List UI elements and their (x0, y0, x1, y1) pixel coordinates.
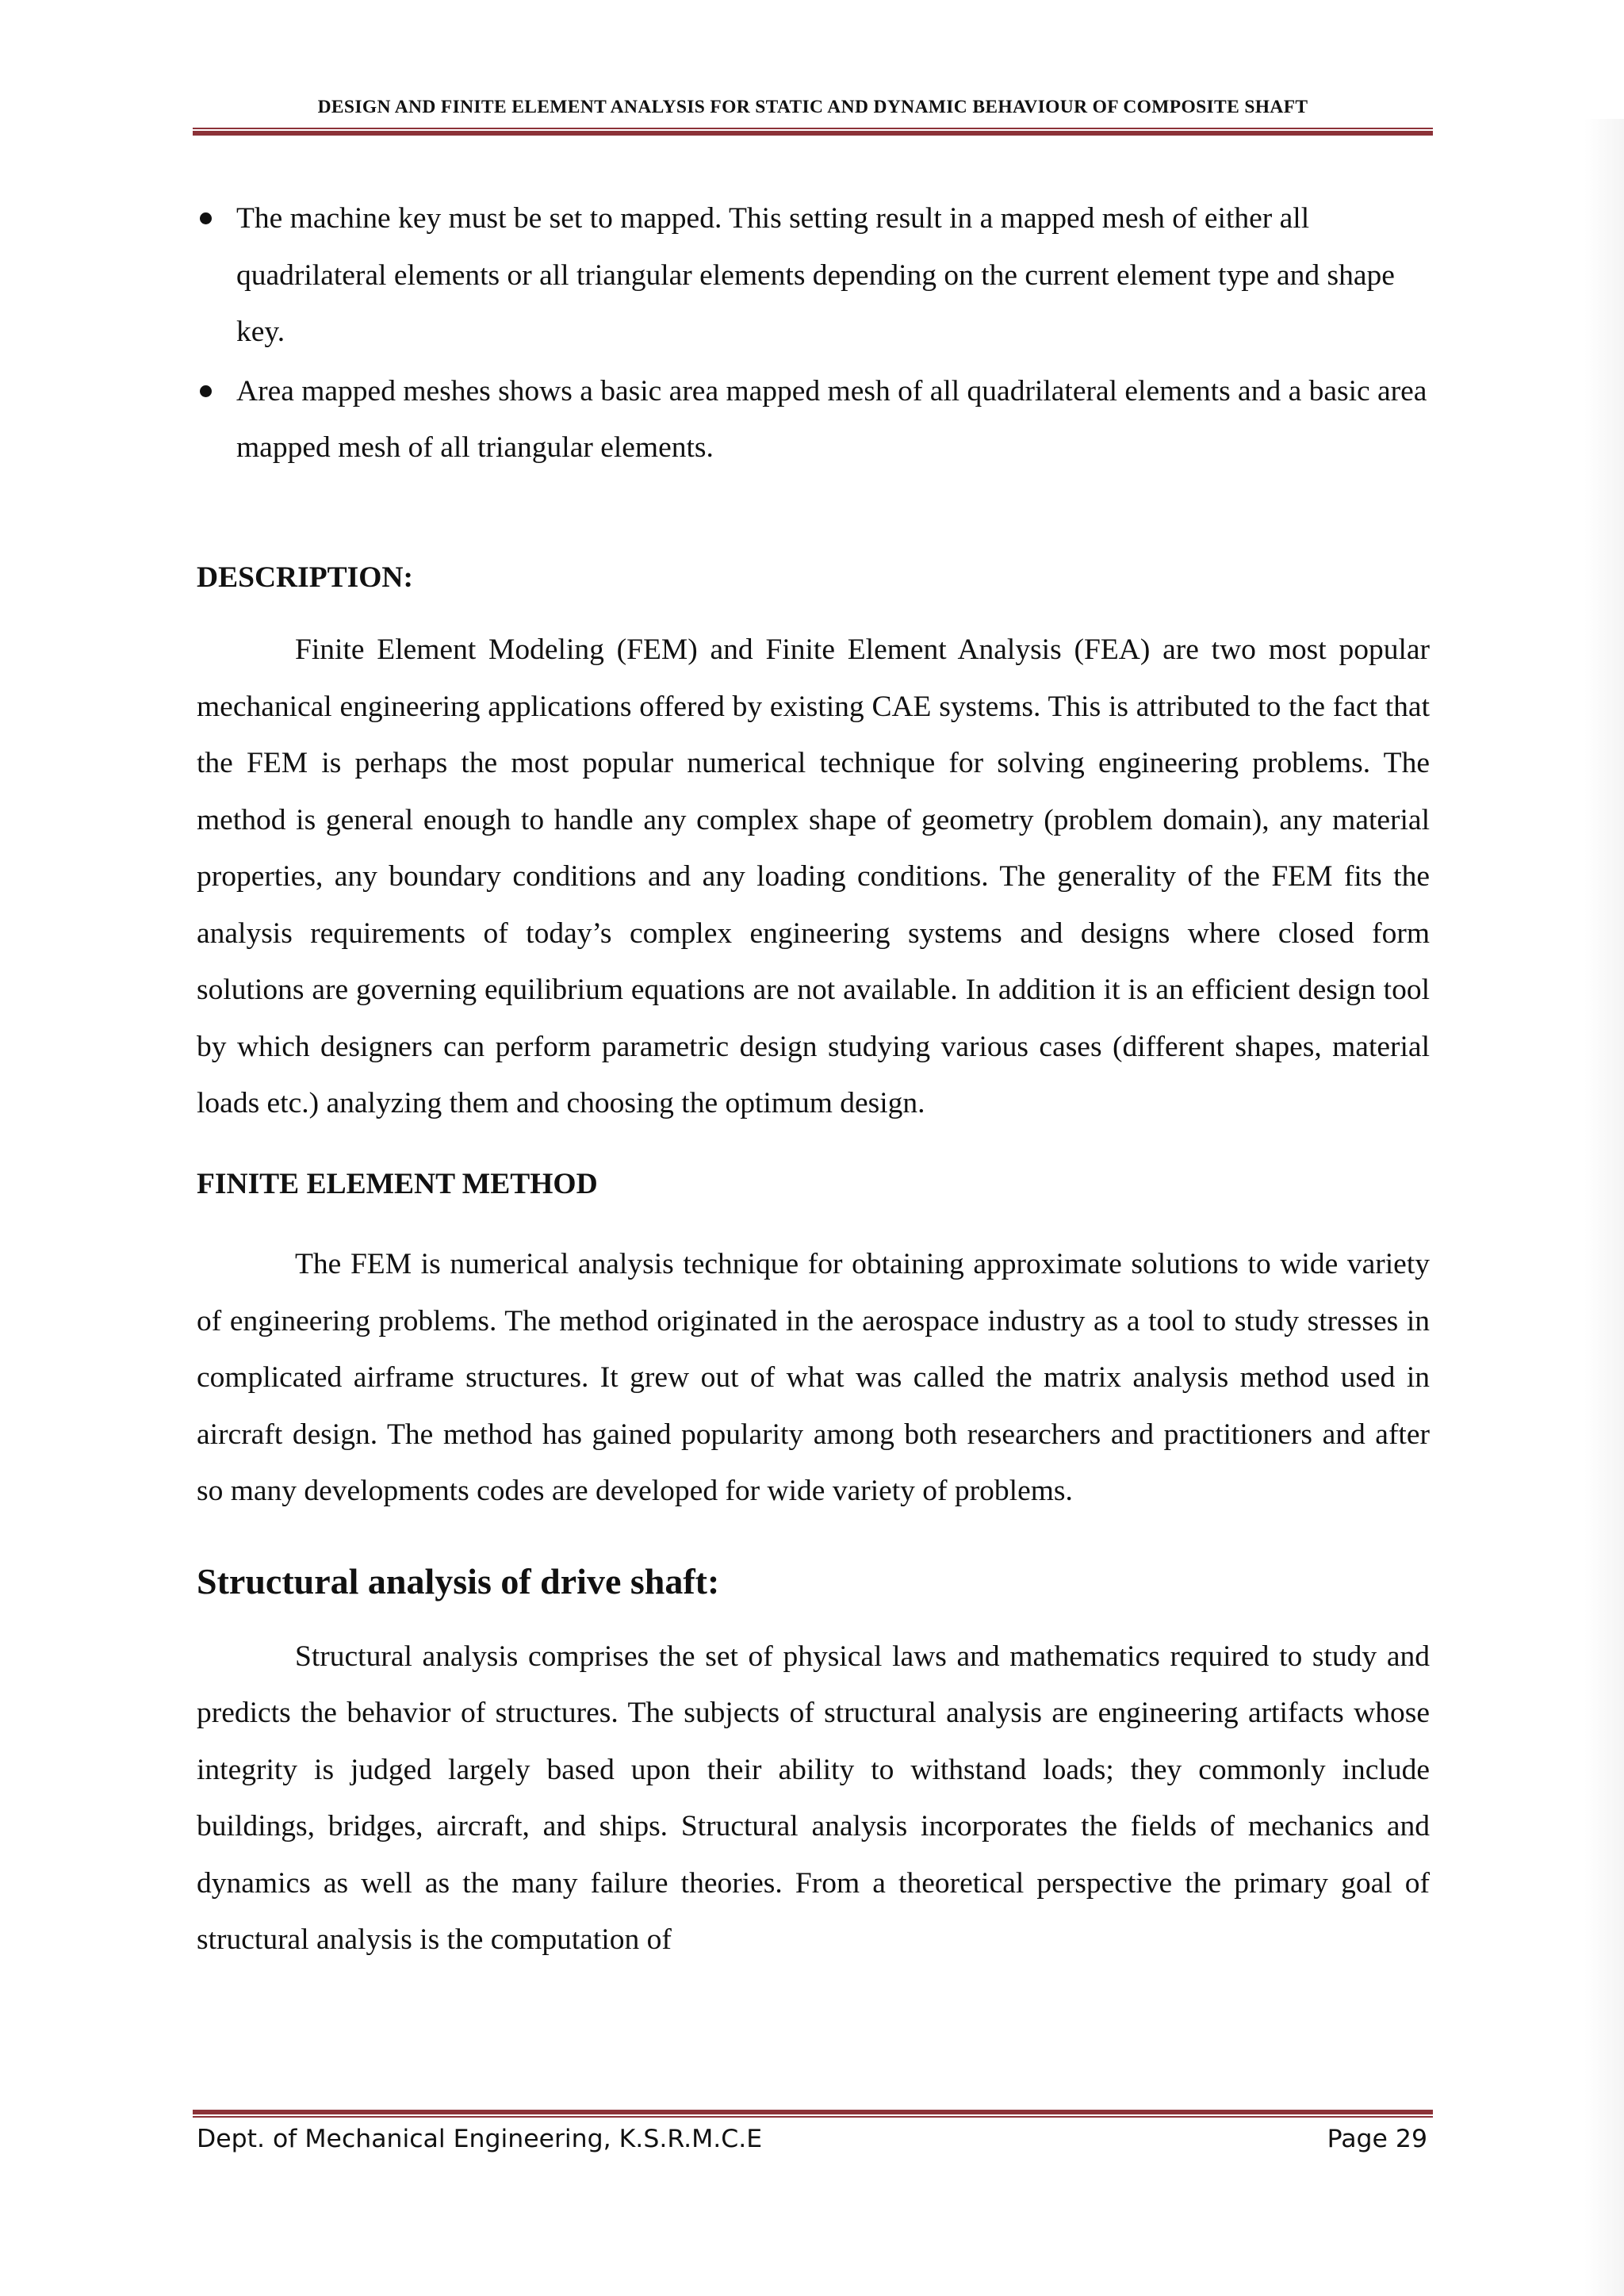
fem-heading: FINITE ELEMENT METHOD (197, 1167, 598, 1200)
fem-paragraph: The FEM is numerical analysis technique for obtaining approximate solutions to wide variety of engineering problems. The method originated in the aerospace industry as a tool to study stresses in complicated airframe structures. It grew out of what was called the matrix analysis method used in aircraft design. The method has gained popularity among both researchers and practitioners and after so many developments codes are developed for wide variety of problems. (197, 1248, 1430, 1507)
list-item (197, 190, 1430, 361)
running-header: DESIGN AND FINITE ELEMENT ANALYSIS FOR STATIC AND DYNAMIC BEHAVIOUR OF COMPOSITE SHAFT (317, 97, 1308, 117)
description-heading: DESCRIPTION: (197, 561, 413, 594)
description-paragraph: Finite Element Modeling (FEM) and Finite Element Analysis (FEA) are two most popular mechanical engineering applications offered by existing CAE systems. This is attributed to the fact that the FEM is perhaps the most popular numerical technique for solving engineering problems. The method is general enough to handle any complex shape of geometry (problem domain), any material properties, any boundary conditions and any loading conditions. The generality of the FEM fits the analysis requirements of today’s complex engineering systems and designs where closed form solutions are governing equilibrium equations are not available. In addition it is an efficient design tool by which designers can perform parametric design studying various cases (different shapes, material loads etc.) analyzing them and choosing the optimum design. (197, 633, 1430, 1119)
page-edge-shadow (1584, 119, 1624, 2296)
bullet-text: Area mapped meshes shows a basic area mapped mesh of all quadrilateral elements and a basic area mapped mesh of all triangular elements. (236, 374, 1427, 464)
header-rule-thin (193, 128, 1433, 129)
bullet-icon (200, 385, 212, 397)
page-body (197, 190, 1430, 1969)
header-rule-thick (193, 131, 1433, 136)
bullet-text: The machine key must be set to mapped. This setting result in a mapped mesh of either all quadrilateral elements or all triangular elements depending on the current element type and shape key. (236, 202, 1395, 348)
list-item (197, 363, 1430, 476)
structural-analysis-heading: Structural analysis of drive shaft: (197, 1560, 720, 1601)
structural-analysis-paragraph: Structural analysis comprises the set of physical laws and mathematics required to study and predicts the behavior of structures. The subjects of structural analysis are engineering artifacts whose integrity is judged largely based upon their ability to withstand loads; they commonly include buildings, bridges, aircraft, and ships. Structural analysis incorporates the fields of mechanics and dynamics as well as the many failure theories. From a theoretical perspective the primary goal of structural analysis is the computation of (197, 1640, 1430, 1956)
bullet-icon (200, 212, 212, 224)
footer-page-number: Page 29 (1327, 2125, 1427, 2153)
footer-rule-thick (193, 2110, 1433, 2114)
footer-department: Dept. of Mechanical Engineering, K.S.R.M.C.E (197, 2125, 763, 2153)
bullet-list (197, 190, 1430, 476)
footer-rule-thin (193, 2116, 1433, 2118)
